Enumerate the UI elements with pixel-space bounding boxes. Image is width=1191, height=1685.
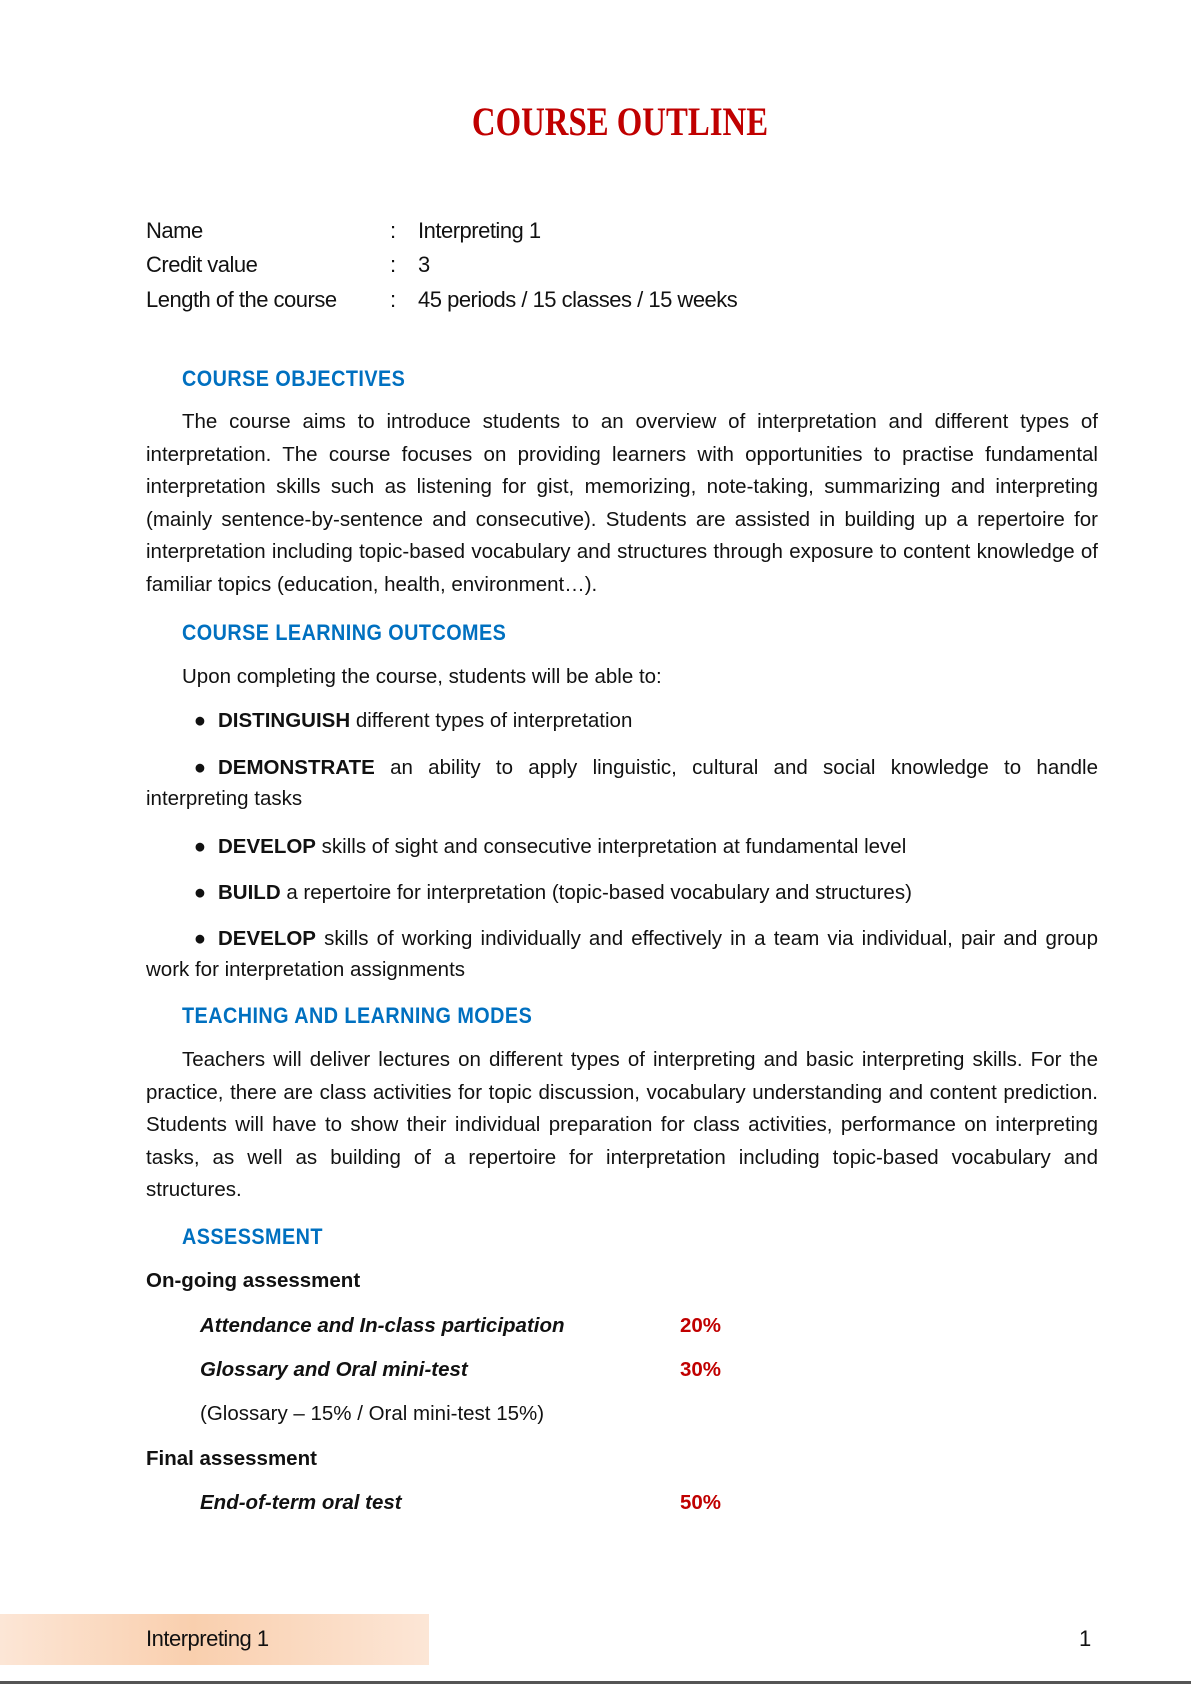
assessment-weight: 20% — [680, 1314, 722, 1337]
bullet-icon: ● — [193, 709, 207, 732]
info-value: Interpreting 1 — [418, 218, 541, 243]
page-title: COURSE OUTLINE — [471, 99, 769, 144]
info-sep: : — [390, 287, 396, 312]
heading-modes: TEACHING AND LEARNING MODES — [182, 1003, 533, 1028]
page-number: 1 — [1079, 1626, 1092, 1651]
heading-outcomes: COURSE LEARNING OUTCOMES — [182, 620, 507, 645]
info-value: 45 periods / 15 classes / 15 weeks — [418, 287, 738, 312]
assessment-item: Attendance and In-class participation — [200, 1314, 565, 1337]
assessment-note: (Glossary – 15% / Oral mini-test 15%) — [200, 1402, 545, 1425]
info-key: Name — [146, 218, 203, 243]
heading-objectives: COURSE OBJECTIVES — [182, 366, 406, 391]
outcome-item: ● DISTINGUISH different types of interpretation — [146, 705, 1098, 736]
heading-assessment: ASSESSMENT — [182, 1224, 323, 1249]
outcome-item: ● DEMONSTRATE an ability to apply linguistic, cultural and social knowledge to handle interpreting tasks — [146, 752, 1098, 814]
assessment-weight: 30% — [680, 1358, 722, 1381]
bullet-icon: ● — [193, 756, 207, 779]
bullet-icon: ● — [193, 835, 207, 858]
footer-course: Interpreting 1 — [146, 1626, 269, 1651]
outcomes-intro: Upon completing the course, students will be able to: — [182, 665, 662, 688]
bullet-icon: ● — [193, 927, 207, 950]
bullet-icon: ● — [193, 881, 207, 904]
modes-paragraph: Teachers will deliver lectures on different types of interpreting and basic interpreting skills. For the practice, there are class activities for topic discussion, vocabulary understanding and content prediction. Students will have to show their individual preparation for class activities, performance on interpreting tasks, as well as building of a repertoire for interpretation including topic-based vocabulary and structures. — [146, 1048, 1098, 1201]
assessment-weight: 50% — [680, 1491, 722, 1514]
ongoing-label: On-going assessment — [146, 1269, 361, 1292]
info-sep: : — [390, 218, 396, 243]
outcome-item: ● BUILD a repertoire for interpretation (topic-based vocabulary and structures) — [146, 877, 1098, 908]
info-value: 3 — [418, 252, 430, 277]
outcome-item: ● DEVELOP skills of working individually and effectively in a team via individual, pair and group work for interpretation assignments — [146, 923, 1098, 985]
assessment-item: Glossary and Oral mini-test — [200, 1358, 468, 1381]
final-label: Final assessment — [146, 1447, 317, 1470]
info-sep: : — [390, 252, 396, 277]
objectives-paragraph: The course aims to introduce students to an overview of interpretation and different types of interpretation. The course focuses on providing learners with opportunities to practise fundamental interpretation skills such as listening for gist, memorizing, note-taking, summarizing and interpreting (mainly sentence-by-sentence and consecutive). Students are assisted in building up a repertoire for interpretation including topic-based vocabulary and structures through exposure to content knowledge of familiar topics (education, health, environment…). — [146, 410, 1098, 596]
assessment-item: End-of-term oral test — [200, 1491, 402, 1514]
modes-text — [146, 1044, 1098, 1207]
info-key: Credit value — [146, 252, 258, 277]
info-key: Length of the course — [146, 287, 337, 312]
bottom-rule — [0, 1681, 1191, 1684]
outcome-item: ● DEVELOP skills of sight and consecutive interpretation at fundamental level — [146, 831, 1098, 862]
objectives-text — [146, 406, 1098, 601]
